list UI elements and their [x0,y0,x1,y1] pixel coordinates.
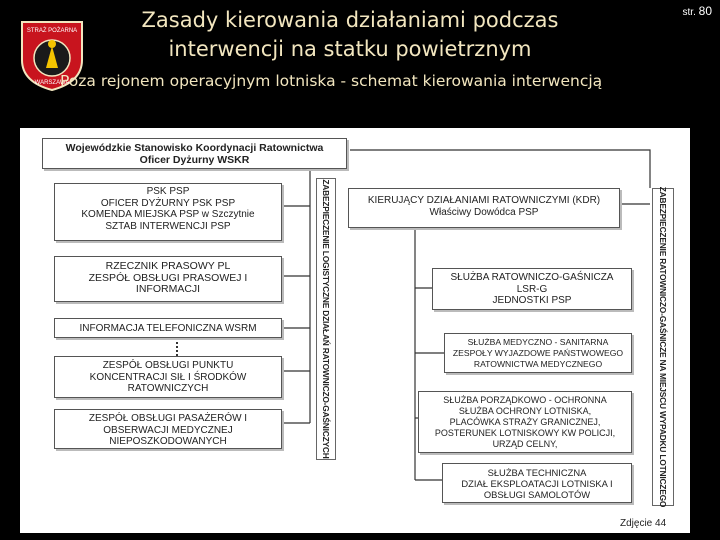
left-box-phone-info [54,318,282,338]
box-line: NIEPOSZKODOWANYCH [109,436,227,447]
page-label: str. [682,7,696,18]
box-line: INFORMACJI [135,283,201,295]
vertical-bar-rescue [652,188,674,506]
box-line: OBSŁUGI SAMOLOTÓW [483,489,591,500]
box-line: SŁUŻBA RATOWNICZO-GAŚNICZA [450,272,614,283]
box-line: OBSERWACJI MEDYCZNEJ [103,424,233,436]
slide-title [100,6,600,64]
box-line: DZIAŁ EKSPLOATACJI LOTNISKA I [461,478,613,489]
kdr-box [348,188,620,228]
kdr-line-1: KIERUJĄCY DZIAŁANIAMI RATOWNICZYMI (KDR) [367,195,601,206]
vertical-bar-logistics-text: ZABEZPIECZENIE LOGISTYCZNE DZIAŁAŃ RATOWNICZO-GAŚNICZYCH [321,179,331,459]
top-box-line-1: Wojewódzkie Stanowisko Koordynacji Ratownictwa [65,142,324,154]
vertical-bar-logistics [316,178,336,460]
top-box-wskr [42,138,347,169]
page-number [683,4,712,18]
page-number-value: 80 [698,4,712,18]
box-line: RATOWNICZYCH [127,383,209,394]
left-box-passengers [54,409,282,449]
box-line: SŁUŻBA TECHNICZNA [487,467,587,478]
slide-header [0,0,720,100]
slide-subtitle: Poza rejonem operacyjnym lotniska - schemat kierowania interwencją [60,72,603,90]
box-line: RATOWNICTWA MEDYCZNEGO [473,359,603,369]
box-line: PLACÓWKA STRAŻY GRANICZNEJ, [449,417,601,427]
right-box-order-protection [418,391,632,453]
left-box-press [54,256,282,302]
connector-top-right [350,150,650,188]
box-line: JEDNOSTKI PSP [492,295,572,306]
box-line: KONCENTRACJI SIŁ I ŚRODKÓW [89,371,247,383]
box-line: ZESPOŁY WYJAZDOWE PAŃSTWOWEGO [452,348,624,358]
box-line: LSR-G [516,283,548,295]
box-line: OFICER DYŻURNY PSK PSP [100,197,236,209]
left-box-concentration [54,356,282,398]
box-line: PSK PSP [146,186,190,197]
right-box-fire-rescue [432,268,632,310]
box-line: SŁUŻBA PORZĄDKOWO - OCHRONNA [443,395,607,405]
box-line: SŁUŻBA MEDYCZNO - SANITARNA [467,337,609,347]
top-box-line-2: Oficer Dyżurny WSKR [139,153,250,166]
box-line: SŁUŻBA OCHRONY LOTNISKA, [458,406,592,416]
title-line-2: interwencji na statku powietrznym [168,37,532,61]
box-line: INFORMACJA TELEFONICZNA WSRM [79,323,257,334]
kdr-line-2: Właściwy Dowódca PSP [429,206,539,218]
box-line: SZTAB INTERWENCJI PSP [105,220,231,232]
box-line: ZESPÓŁ OBSŁUGI PASAŻERÓW I [88,413,248,424]
vertical-bar-rescue-text: ZABEZPIECZENIE RATOWNICZO-GAŚNICZE NA MIEJSCU WYPADKU LOTNICZEGO [658,186,668,508]
box-line: ZESPÓŁ OBSŁUGI PRASOWEJ I [88,271,248,284]
svg-text:STRAŻ POŻARNA: STRAŻ POŻARNA [26,28,78,34]
box-line: POSTERUNEK LOTNISKOWY KW POLICJI, [434,428,616,438]
photo-caption: Zdjęcie 44 [620,518,667,529]
right-box-medical [444,333,632,373]
box-line: ZESPÓŁ OBSŁUGI PUNKTU [102,360,234,371]
command-diagram [20,128,690,533]
right-box-technical [442,463,632,503]
box-line: KOMENDA MIEJSKA PSP w Szczytnie [81,209,255,220]
left-box-psk [54,183,282,241]
box-line: URZĄD CELNY, [492,439,558,449]
title-line-1: Zasady kierowania działaniami podczas [141,8,559,32]
box-line: RZECZNIK PRASOWY PL [105,260,231,272]
svg-text:WARSZAWA: WARSZAWA [34,80,70,86]
